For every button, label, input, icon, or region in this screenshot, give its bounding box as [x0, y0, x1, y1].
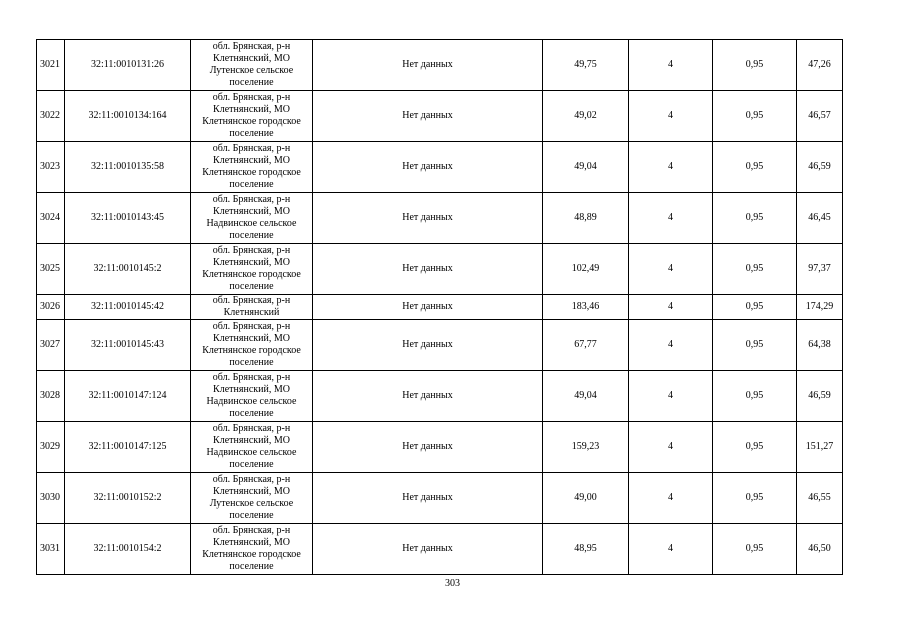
value-cell: 49,02 — [543, 91, 629, 142]
table-row — [37, 524, 843, 575]
cadastral-number-cell: 32:11:0010145:43 — [65, 320, 191, 371]
result-cell: 47,26 — [797, 40, 843, 91]
count-cell: 4 — [629, 473, 713, 524]
count-cell: 4 — [629, 422, 713, 473]
status-cell: Нет данных — [313, 320, 543, 371]
address-cell: обл. Брянская, р-н Клетнянский, МО Надвинское сельское поселение — [191, 422, 313, 473]
value-cell: 159,23 — [543, 422, 629, 473]
result-cell: 64,38 — [797, 320, 843, 371]
address-cell: обл. Брянская, р-н Клетнянский, МО Надвинское сельское поселение — [191, 371, 313, 422]
cadastral-number-cell: 32:11:0010135:58 — [65, 142, 191, 193]
result-cell: 151,27 — [797, 422, 843, 473]
value-cell: 49,00 — [543, 473, 629, 524]
cadastral-number-cell: 32:11:0010154:2 — [65, 524, 191, 575]
value-cell: 49,04 — [543, 142, 629, 193]
coefficient-cell: 0,95 — [713, 193, 797, 244]
status-cell: Нет данных — [313, 422, 543, 473]
row-number-cell: 3031 — [37, 524, 65, 575]
status-cell: Нет данных — [313, 295, 543, 320]
cadastral-number-cell: 32:11:0010143:45 — [65, 193, 191, 244]
row-number-cell: 3027 — [37, 320, 65, 371]
count-cell: 4 — [629, 40, 713, 91]
status-cell: Нет данных — [313, 40, 543, 91]
table-row — [37, 193, 843, 244]
row-number-cell: 3023 — [37, 142, 65, 193]
count-cell: 4 — [629, 320, 713, 371]
table-row — [37, 371, 843, 422]
address-cell: обл. Брянская, р-н Клетнянский, МО Клетнянское городское поселение — [191, 91, 313, 142]
registry-table — [36, 39, 843, 575]
cadastral-number-cell: 32:11:0010147:124 — [65, 371, 191, 422]
result-cell: 46,45 — [797, 193, 843, 244]
row-number-cell: 3025 — [37, 244, 65, 295]
row-number-cell: 3021 — [37, 40, 65, 91]
coefficient-cell: 0,95 — [713, 244, 797, 295]
value-cell: 183,46 — [543, 295, 629, 320]
count-cell: 4 — [629, 371, 713, 422]
address-cell: обл. Брянская, р-н Клетнянский, МО Клетнянское городское поселение — [191, 320, 313, 371]
count-cell: 4 — [629, 142, 713, 193]
value-cell: 49,75 — [543, 40, 629, 91]
coefficient-cell: 0,95 — [713, 91, 797, 142]
cadastral-number-cell: 32:11:0010152:2 — [65, 473, 191, 524]
value-cell: 102,49 — [543, 244, 629, 295]
coefficient-cell: 0,95 — [713, 473, 797, 524]
cadastral-number-cell: 32:11:0010147:125 — [65, 422, 191, 473]
result-cell: 174,29 — [797, 295, 843, 320]
table-row — [37, 244, 843, 295]
result-cell: 46,59 — [797, 371, 843, 422]
count-cell: 4 — [629, 91, 713, 142]
status-cell: Нет данных — [313, 473, 543, 524]
cadastral-number-cell: 32:11:0010131:26 — [65, 40, 191, 91]
coefficient-cell: 0,95 — [713, 142, 797, 193]
result-cell: 46,55 — [797, 473, 843, 524]
table-row — [37, 473, 843, 524]
coefficient-cell: 0,95 — [713, 40, 797, 91]
value-cell: 48,89 — [543, 193, 629, 244]
status-cell: Нет данных — [313, 524, 543, 575]
table-row — [37, 320, 843, 371]
status-cell: Нет данных — [313, 193, 543, 244]
value-cell: 67,77 — [543, 320, 629, 371]
address-cell: обл. Брянская, р-н Клетнянский, МО Лутенское сельское поселение — [191, 40, 313, 91]
status-cell: Нет данных — [313, 371, 543, 422]
table-row — [37, 142, 843, 193]
address-cell: обл. Брянская, р-н Клетнянский, МО Надвинское сельское поселение — [191, 193, 313, 244]
coefficient-cell: 0,95 — [713, 422, 797, 473]
page-number: 303 — [445, 578, 460, 589]
result-cell: 46,50 — [797, 524, 843, 575]
coefficient-cell: 0,95 — [713, 320, 797, 371]
value-cell: 49,04 — [543, 371, 629, 422]
status-cell: Нет данных — [313, 142, 543, 193]
row-number-cell: 3030 — [37, 473, 65, 524]
coefficient-cell: 0,95 — [713, 371, 797, 422]
address-cell: обл. Брянская, р-н Клетнянский, МО Клетнянское городское поселение — [191, 524, 313, 575]
table-row — [37, 422, 843, 473]
count-cell: 4 — [629, 524, 713, 575]
count-cell: 4 — [629, 244, 713, 295]
address-cell: обл. Брянская, р-н Клетнянский — [191, 295, 313, 320]
row-number-cell: 3026 — [37, 295, 65, 320]
registry-table-body — [37, 40, 843, 575]
table-row — [37, 295, 843, 320]
table-row — [37, 40, 843, 91]
result-cell: 46,59 — [797, 142, 843, 193]
row-number-cell: 3022 — [37, 91, 65, 142]
cadastral-number-cell: 32:11:0010145:2 — [65, 244, 191, 295]
row-number-cell: 3029 — [37, 422, 65, 473]
result-cell: 46,57 — [797, 91, 843, 142]
cadastral-number-cell: 32:11:0010134:164 — [65, 91, 191, 142]
coefficient-cell: 0,95 — [713, 295, 797, 320]
value-cell: 48,95 — [543, 524, 629, 575]
cadastral-number-cell: 32:11:0010145:42 — [65, 295, 191, 320]
row-number-cell: 3028 — [37, 371, 65, 422]
row-number-cell: 3024 — [37, 193, 65, 244]
table-row — [37, 91, 843, 142]
count-cell: 4 — [629, 295, 713, 320]
address-cell: обл. Брянская, р-н Клетнянский, МО Клетнянское городское поселение — [191, 142, 313, 193]
coefficient-cell: 0,95 — [713, 524, 797, 575]
status-cell: Нет данных — [313, 91, 543, 142]
count-cell: 4 — [629, 193, 713, 244]
address-cell: обл. Брянская, р-н Клетнянский, МО Клетнянское городское поселение — [191, 244, 313, 295]
result-cell: 97,37 — [797, 244, 843, 295]
address-cell: обл. Брянская, р-н Клетнянский, МО Лутенское сельское поселение — [191, 473, 313, 524]
status-cell: Нет данных — [313, 244, 543, 295]
